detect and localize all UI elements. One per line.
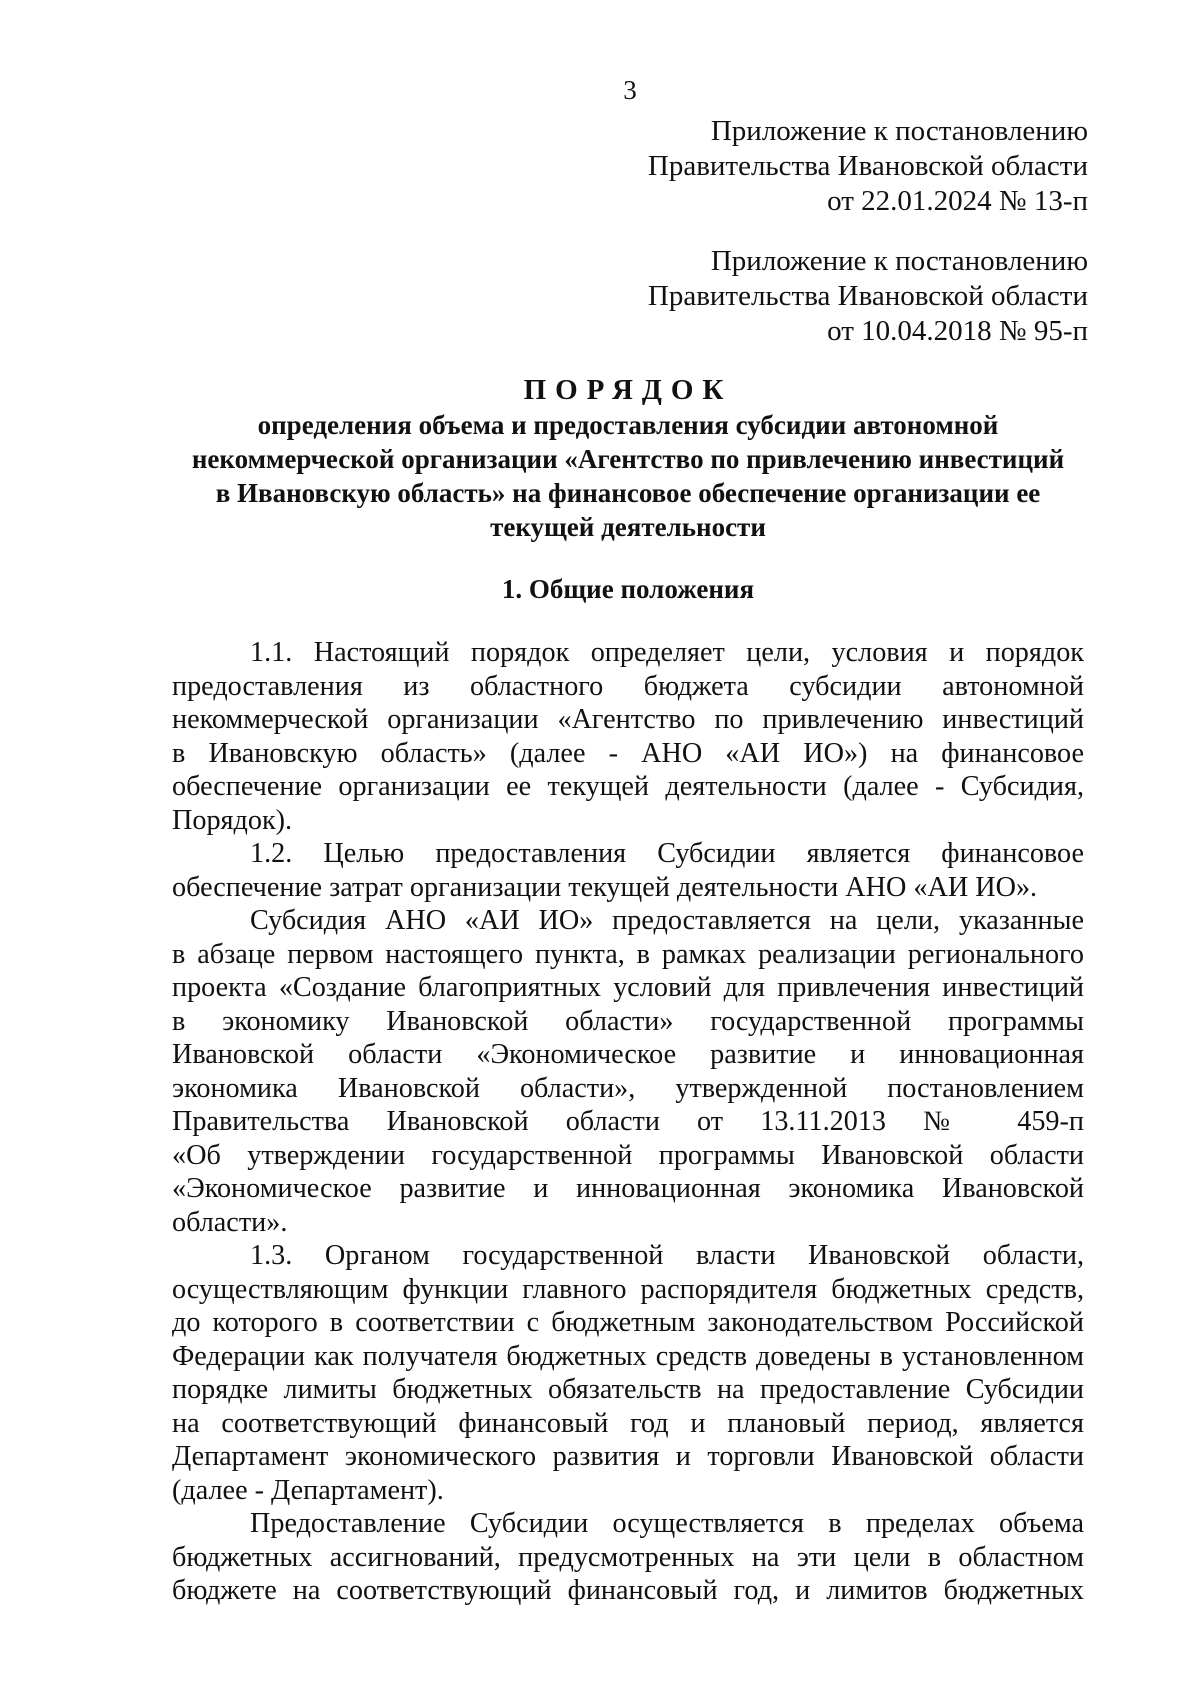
text-line: до которого в соответствии с бюджетным законодательством Российской [172,1307,1084,1338]
text-line: области». [172,1206,288,1238]
text-line: обеспечение затрат организации текущей деятельности АНО «АИ ИО». [172,871,1038,903]
title-main: ПОРЯДОК [523,374,733,406]
appendix-reference-2024 [648,114,1088,219]
title-subtitle-line: текущей деятельности [490,512,766,542]
text-line: Федерации как получателя бюджетных средств доведены в установленном [172,1340,1084,1372]
text-line: в экономику Ивановской области» государственной программы [172,1005,1084,1037]
text-line: на соответствующий финансовый год и плановый период, является [172,1407,1084,1439]
title-subtitle-line: определения объема и предоставления субсидии автономной [257,410,999,440]
appendix-line: Приложение к постановлению [710,115,1088,147]
title-subtitle-line: некоммерческой организации «Агентство по привлечению инвестиций [191,444,1065,474]
text-line: 1.1. Настоящий порядок определяет цели, условия и порядок [250,637,1084,668]
text-line: экономика Ивановской области», утвержденной постановлением [172,1072,1084,1104]
appendix-line: Правительства Ивановской области [647,280,1088,312]
appendix-line: Правительства Ивановской области [647,150,1088,182]
text-line: осуществляющим функции главного распорядителя бюджетных средств, [172,1273,1084,1305]
text-line: некоммерческой организации «Агентство по привлечению инвестиций [172,704,1084,735]
section-heading: 1. Общие положения [501,574,755,604]
text-line: предоставления из областного бюджета субсидии автономной [172,670,1084,702]
appendix-reference-2018 [648,244,1088,349]
text-line: Ивановской области «Экономическое развитие и инновационная [172,1039,1084,1070]
title-subtitle [168,408,1088,544]
appendix-line: от 22.01.2024 № 13-п [827,185,1088,217]
appendix-line: от 10.04.2018 № 95-п [827,315,1088,347]
text-line: в абзаце первом настоящего пункта, в рамках реализации регионального [172,938,1084,970]
body-text [172,636,1084,1608]
title-subtitle-line: в Ивановскую область» на финансовое обеспечение организации ее [215,478,1041,508]
text-line: «Экономическое развитие и инновационная экономика Ивановской [172,1173,1084,1204]
text-line: бюджетных ассигнований, предусмотренных на эти цели в областном [172,1541,1084,1573]
text-line: в Ивановскую область» (далее - АНО «АИ ИО») на финансовое [172,737,1084,769]
text-line: 1.2. Целью предоставления Субсидии является финансовое [250,838,1084,869]
text-line: Предоставление Субсидии осуществляется в пределах объема [250,1508,1084,1539]
text-line: Правительства Ивановской области от 13.11.2013 № 459-п [172,1106,1084,1137]
text-line: Порядок). [172,804,293,836]
text-line: Субсидия АНО «АИ ИО» предоставляется на цели, указанные [250,905,1084,936]
appendix-line: Приложение к постановлению [710,245,1088,277]
text-line: бюджете на соответствующий финансовый год, и лимитов бюджетных [172,1575,1084,1606]
text-line: (далее - Департамент). [172,1474,444,1506]
text-line: порядке лимиты бюджетных обязательств на предоставление Субсидии [172,1374,1084,1405]
text-line: проекта «Создание благоприятных условий для привлечения инвестиций [172,972,1084,1003]
text-line: Департамент экономического развития и торговли Ивановской области [172,1441,1084,1472]
document-title [168,372,1088,544]
text-line: обеспечение организации ее текущей деятельности (далее - Субсидия, [172,771,1084,802]
text-line: «Об утверждении государственной программы Ивановской области [172,1139,1084,1171]
page-number: 3 [623,75,637,105]
text-line: 1.3. Органом государственной власти Ивановской области, [250,1240,1084,1271]
